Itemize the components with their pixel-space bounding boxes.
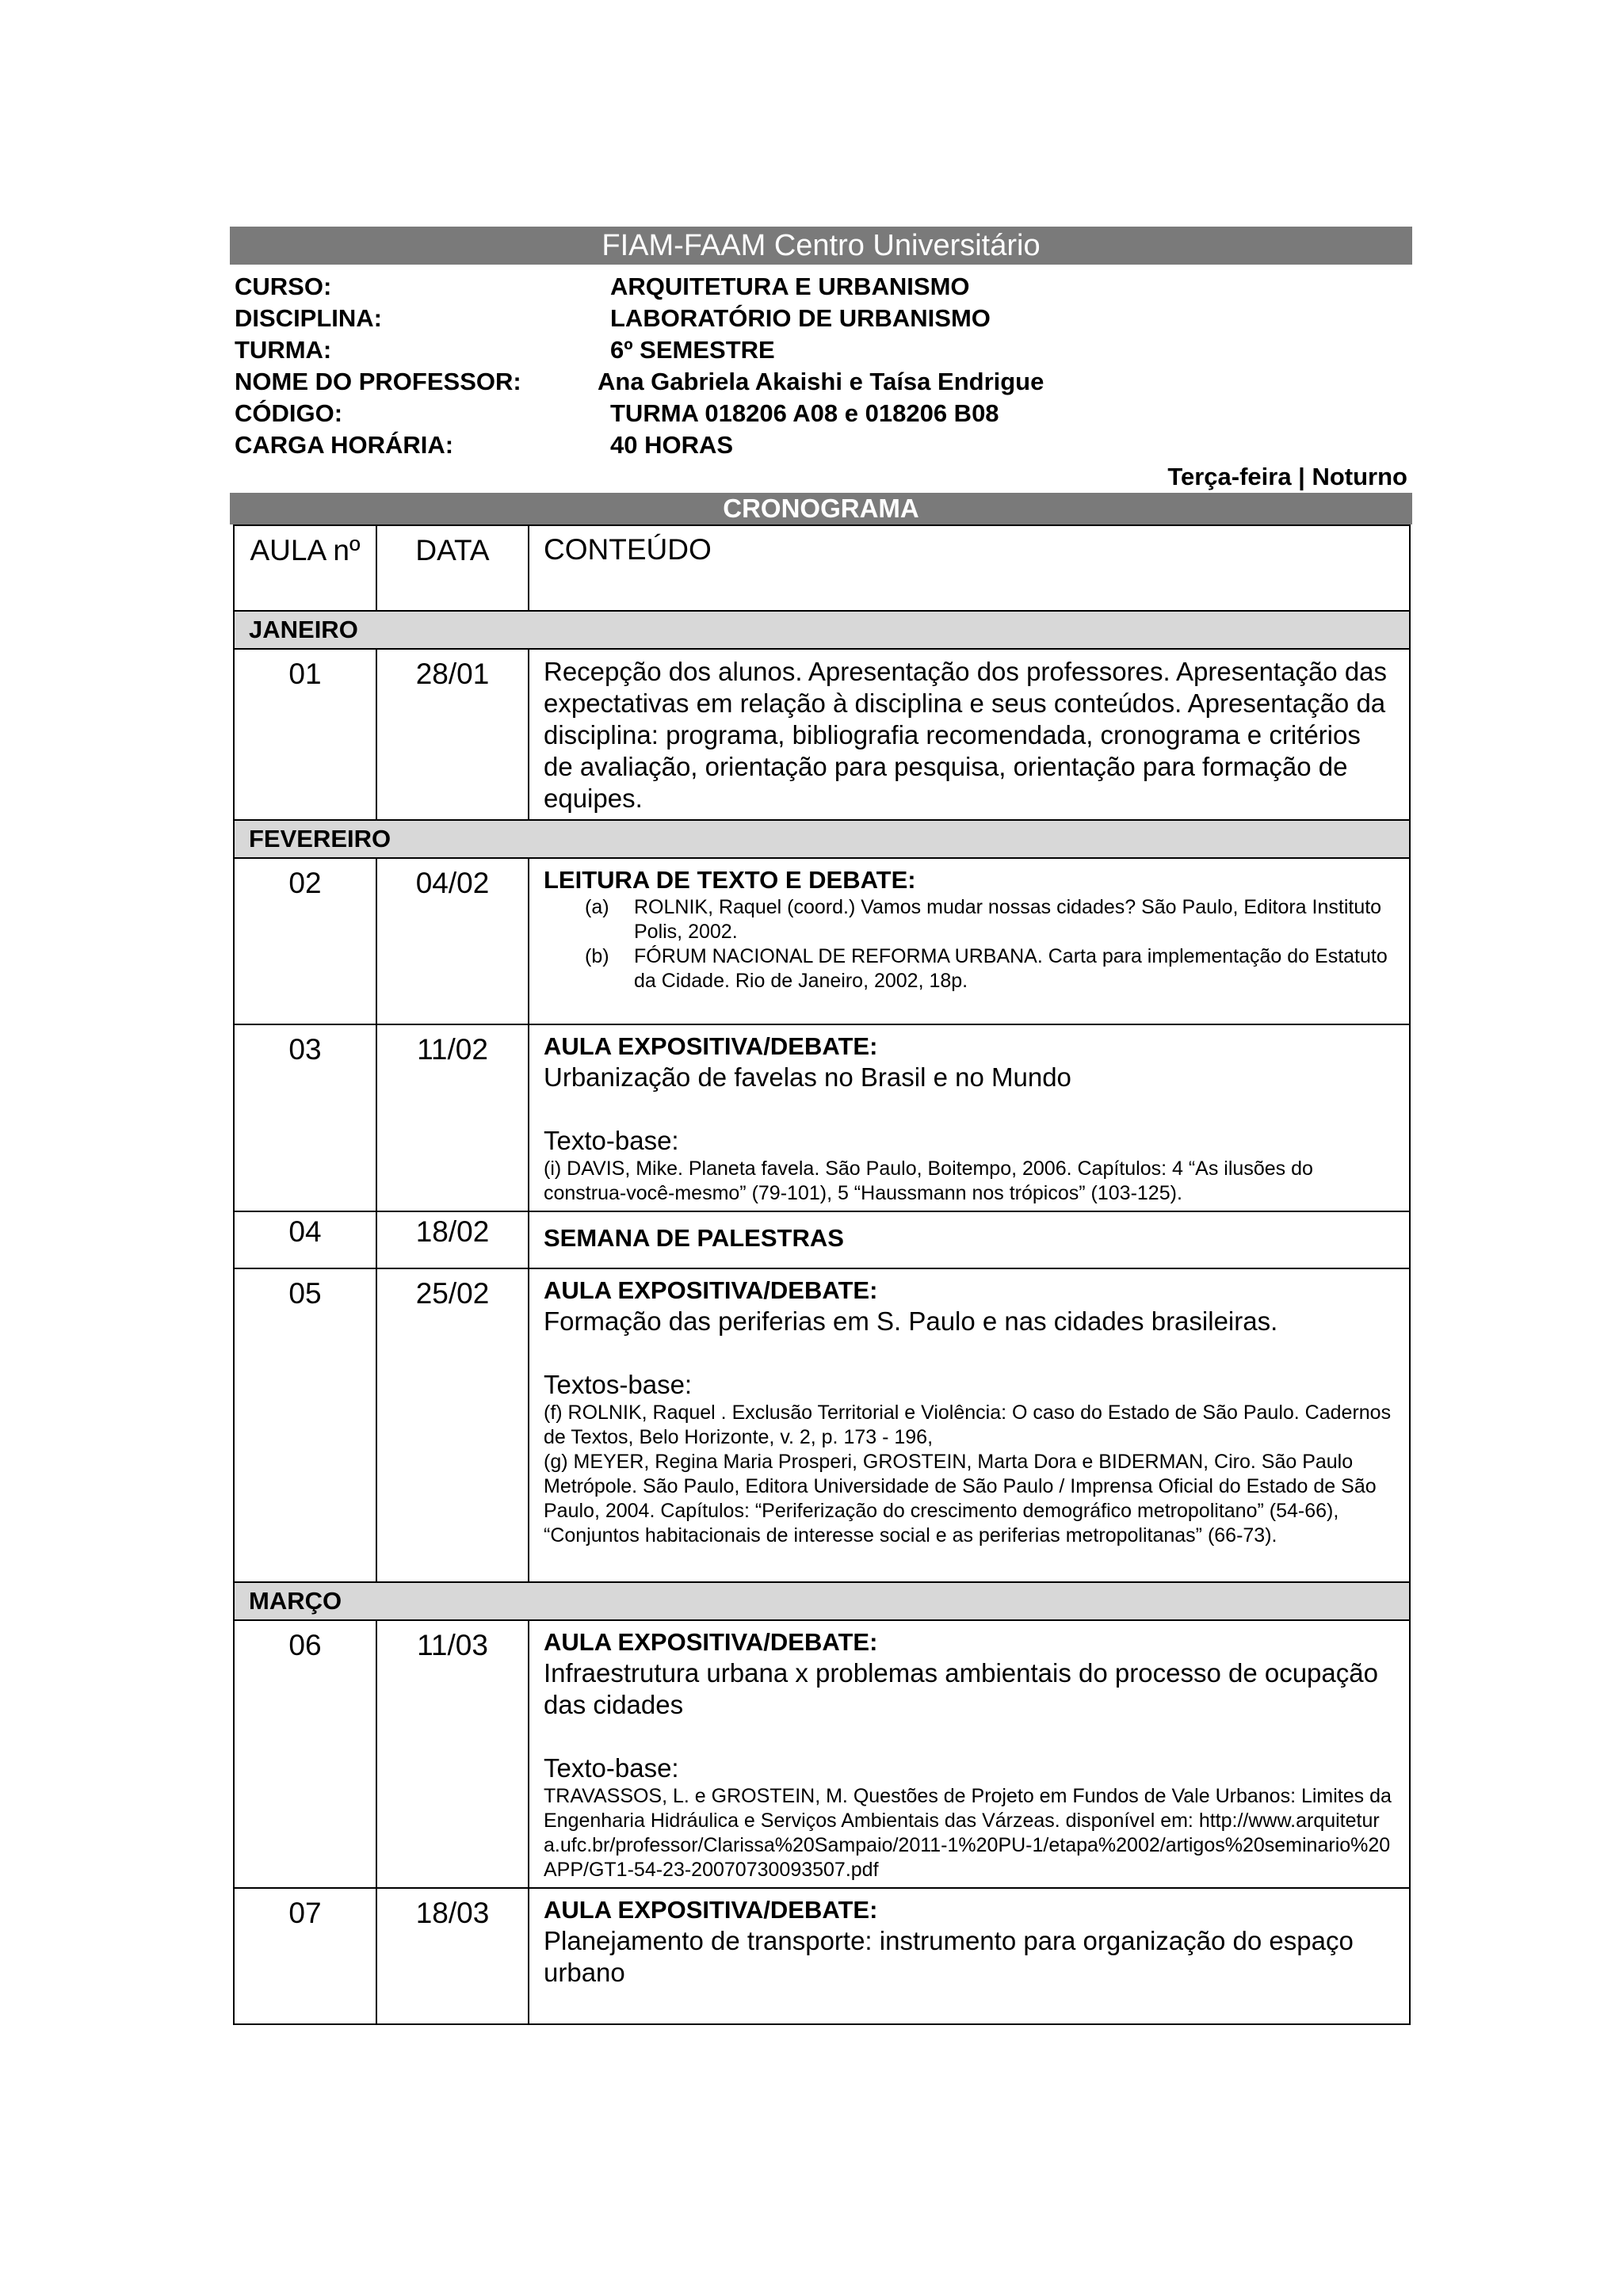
reference-mark: (b) (585, 945, 609, 967)
schedule-table (233, 524, 1411, 2025)
column-header-content: CONTEÚDO (529, 525, 1410, 611)
list-item (544, 944, 1395, 994)
lesson-content (529, 1024, 1410, 1211)
table-header-row (234, 525, 1410, 611)
lesson-title: AULA EXPOSITIVA/DEBATE: (544, 1628, 878, 1656)
lesson-date: 11/03 (376, 1620, 529, 1888)
month-row-march (234, 1582, 1410, 1620)
lesson-date: 28/01 (376, 649, 529, 820)
lesson-number: 07 (234, 1888, 376, 2024)
lesson-title: LEITURA DE TEXTO E DEBATE: (544, 866, 916, 894)
institution-header: FIAM-FAAM Centro Universitário (230, 227, 1412, 265)
lesson-content (529, 1620, 1410, 1888)
info-label: TURMA: (235, 336, 332, 364)
table-row (234, 1024, 1410, 1211)
info-row-codigo (230, 398, 1412, 429)
lesson-content (529, 1211, 1410, 1268)
schedule-tag: Terça-feira | Noturno (1167, 463, 1407, 490)
reference-list (544, 895, 1395, 994)
info-row-carga (230, 429, 1412, 461)
lesson-date: 11/02 (376, 1024, 529, 1211)
lesson-content (529, 1888, 1410, 2024)
table-row (234, 649, 1410, 820)
base-text-label: Texto-base: (544, 1126, 679, 1155)
lesson-number: 05 (234, 1268, 376, 1582)
base-text-label: Texto-base: (544, 1753, 679, 1783)
base-text-label: Textos-base: (544, 1370, 693, 1399)
info-value: 40 HORAS (610, 431, 734, 459)
base-text: TRAVASSOS, L. e GROSTEIN, M. Questões de Projeto em Fundos de Vale Urbanos: Limites da Engenharia Hidráulica e Serviços Ambientais das Várzeas. disponível em: http://www.arquitetura.ufc.br/professor/Clarissa%20Sampaio/2011-1%20PU-1/etapa%2002/artigos%20seminario%20APP/GT1-54-23-20070730093507.pdf (544, 1785, 1392, 1881)
cronograma-title: CRONOGRAMA (230, 493, 1412, 524)
lesson-number: 04 (234, 1211, 376, 1268)
lesson-title: AULA EXPOSITIVA/DEBATE: (544, 1896, 878, 1924)
info-value: ARQUITETURA E URBANISMO (610, 273, 970, 300)
info-label: NOME DO PROFESSOR: (235, 368, 521, 395)
lesson-subtitle: Infraestrutura urbana x problemas ambientais do processo de ocupação das cidades (544, 1658, 1378, 1719)
course-info (230, 271, 1412, 461)
column-header-date: DATA (376, 525, 529, 611)
lesson-content (529, 649, 1410, 820)
lesson-date: 25/02 (376, 1268, 529, 1582)
table-row (234, 1211, 1410, 1268)
base-text: (i) DAVIS, Mike. Planeta favela. São Paulo, Boitempo, 2006. Capítulos: 4 “As ilusões do construa-você-mesmo” (79-101), 5 “Haussmann nos trópicos” (103-125). (544, 1158, 1313, 1204)
base-text: (f) ROLNIK, Raquel . Exclusão Territorial e Violência: O caso do Estado de São Paulo. Cadernos de Textos, Belo Horizonte, v. 2, p. 173 - 196, (544, 1402, 1392, 1448)
lesson-date: 18/02 (376, 1211, 529, 1268)
info-row-disciplina (230, 303, 1412, 334)
lesson-content (529, 1268, 1410, 1582)
table-row (234, 858, 1410, 1024)
month-label: JANEIRO (234, 611, 1410, 649)
lesson-date: 04/02 (376, 858, 529, 1024)
info-value: 6º SEMESTRE (610, 336, 775, 364)
lesson-number: 02 (234, 858, 376, 1024)
info-value: Ana Gabriela Akaishi e Taísa Endrigue (598, 368, 1044, 395)
lesson-title: SEMANA DE PALESTRAS (544, 1224, 844, 1252)
lesson-content (529, 858, 1410, 1024)
month-label: MARÇO (234, 1582, 1410, 1620)
lesson-title: AULA EXPOSITIVA/DEBATE: (544, 1032, 878, 1060)
lesson-subtitle: Formação das periferias em S. Paulo e nas cidades brasileiras. (544, 1306, 1278, 1336)
reference-mark: (a) (585, 896, 609, 918)
lesson-number: 06 (234, 1620, 376, 1888)
table-row (234, 1620, 1410, 1888)
lesson-title: AULA EXPOSITIVA/DEBATE: (544, 1276, 878, 1304)
table-row (234, 1888, 1410, 2024)
lesson-number: 03 (234, 1024, 376, 1211)
lesson-subtitle: Urbanização de favelas no Brasil e no Mundo (544, 1062, 1071, 1092)
lesson-date: 18/03 (376, 1888, 529, 2024)
month-row-january (234, 611, 1410, 649)
lesson-text: Recepção dos alunos. Apresentação dos professores. Apresentação das expectativas em relação à disciplina e seus conteúdos. Apresentação da disciplina: programa, bibliografia recomendada, cronograma e critérios de avaliação, orientação para pesquisa, orientação para formação de equipes. (544, 657, 1388, 813)
info-value: TURMA 018206 A08 e 018206 B08 (610, 399, 999, 427)
info-label: CARGA HORÁRIA: (235, 431, 454, 459)
base-text: (g) MEYER, Regina Maria Prosperi, GROSTEIN, Marta Dora e BIDERMAN, Ciro. São Paulo Metrópole. São Paulo, Editora Universidade de São Paulo / Imprensa Oficial do Estado de São Paulo, 2004. Capítulos: “Periferização do crescimento demográfico metropolitano” (54-66), “Conjuntos habitacionais de interesse social e as periferias metropolitanas” (66-73). (544, 1451, 1377, 1547)
column-header-num: AULA nº (234, 525, 376, 611)
info-row-professor (230, 366, 1412, 398)
info-label: CURSO: (235, 273, 332, 300)
lesson-subtitle: Planejamento de transporte: instrumento para organização do espaço urbano (544, 1926, 1354, 1987)
info-label: DISCIPLINA: (235, 304, 382, 332)
document-page (230, 227, 1412, 2025)
lesson-number: 01 (234, 649, 376, 820)
info-value: LABORATÓRIO DE URBANISMO (610, 304, 991, 332)
info-row-curso (230, 271, 1412, 303)
info-row-turma (230, 334, 1412, 366)
info-label: CÓDIGO: (235, 399, 343, 427)
list-item (544, 895, 1395, 944)
reference-text: ROLNIK, Raquel (coord.) Vamos mudar nossas cidades? São Paulo, Editora Instituto Polis, 2002. (634, 896, 1382, 943)
month-row-february (234, 820, 1410, 858)
month-label: FEVEREIRO (234, 820, 1410, 858)
table-row (234, 1268, 1410, 1582)
reference-text: FÓRUM NACIONAL DE REFORMA URBANA. Carta para implementação do Estatuto da Cidade. Rio de Janeiro, 2002, 18p. (634, 945, 1388, 992)
